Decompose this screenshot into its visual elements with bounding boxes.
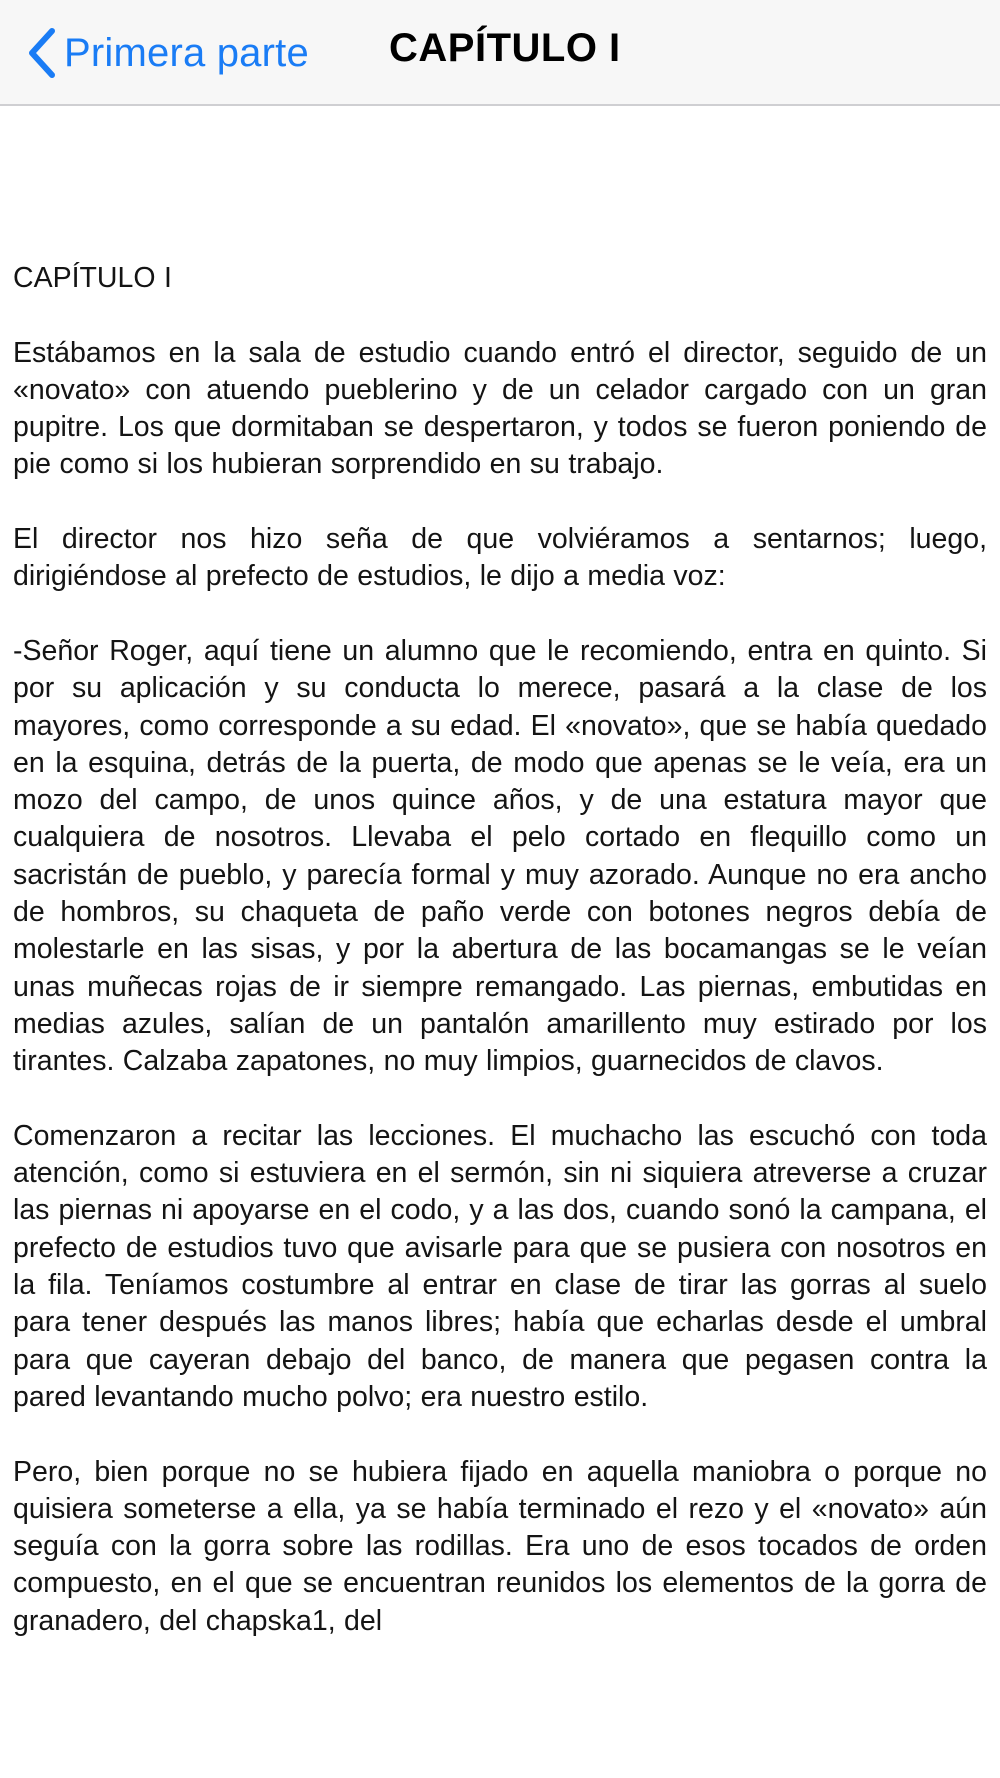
paragraph-4: Comenzaron a recitar las lecciones. El muchacho las escuchó con toda atención, como si estuviera en el sermón, sin ni siquiera atreverse a cruzar las piernas ni apoyarse en el codo, y a las dos, cuando sonó la campana, el prefecto de estudios tuvo que avisarle para que se pusiera con nosotros en la fila. Teníamos costumbre al entrar en clase de tirar las gorras al suelo para tener después las manos libres; había que echarlas desde el umbral para que cayeran debajo del banco, de manera que pegasen contra la pared levantando mucho polvo; era nuestro estilo.: [13, 1119, 987, 1413]
book-text: [13, 260, 987, 1677]
page-title: CAPÍTULO I: [389, 26, 621, 70]
navigation-bar: [0, 0, 1000, 106]
paragraph-2: El director nos hizo seña de que volviéramos a sentarnos; luego, dirigiéndose al prefecto de estudios, le dijo a media voz:: [13, 523, 987, 593]
chapter-heading: CAPÍTULO I: [13, 262, 172, 294]
back-button[interactable]: [26, 24, 309, 82]
paragraph-5: Pero, bien porque no se hubiera fijado en aquella maniobra o porque no quisiera someterse a ella, ya se había terminado el rezo y el «novato» aún seguía con la gorra sobre las rodillas. Era uno de esos tocados de orden compuesto, en el que se encuentran reunidos los elementos de la gorra de granadero, del chapska1, del: [13, 1455, 987, 1637]
paragraph-1: Estábamos en la sala de estudio cuando entró el director, seguido de un «novato» con atuendo pueblerino y de un celador cargado con un gran pupitre. Los que dormitaban se despertaron, y todos se fueron poniendo de pie como si los hubieran sorprendido en su trabajo.: [13, 336, 987, 481]
paragraph-3: -Señor Roger, aquí tiene un alumno que le recomiendo, entra en quinto. Si por su aplicación y su conducta lo merece, pasará a la clase de los mayores, como corresponde a su edad. El «novato», que se había quedado en la esquina, detrás de la puerta, de modo que apenas se le veía, era un mozo del campo, de unos quince años, y de una estatura mayor que cualquiera de nosotros. Llevaba el pelo cortado en flequillo como un sacristán de pueblo, y parecía formal y muy azorado. Aunque no era ancho de hombros, su chaqueta de paño verde con botones negros debía de molestarle en las sisas, y por la abertura de las bocamangas se le veían unas muñecas rojas de ir siempre remangado. Las piernas, embutidas en medias azules, salían de un pantalón amarillento muy estirado por los tirantes. Calzaba zapatones, no muy limpios, guarnecidos de clavos.: [13, 634, 987, 1078]
chevron-left-icon: [26, 27, 56, 79]
back-button-label: Primera parte: [64, 30, 309, 75]
